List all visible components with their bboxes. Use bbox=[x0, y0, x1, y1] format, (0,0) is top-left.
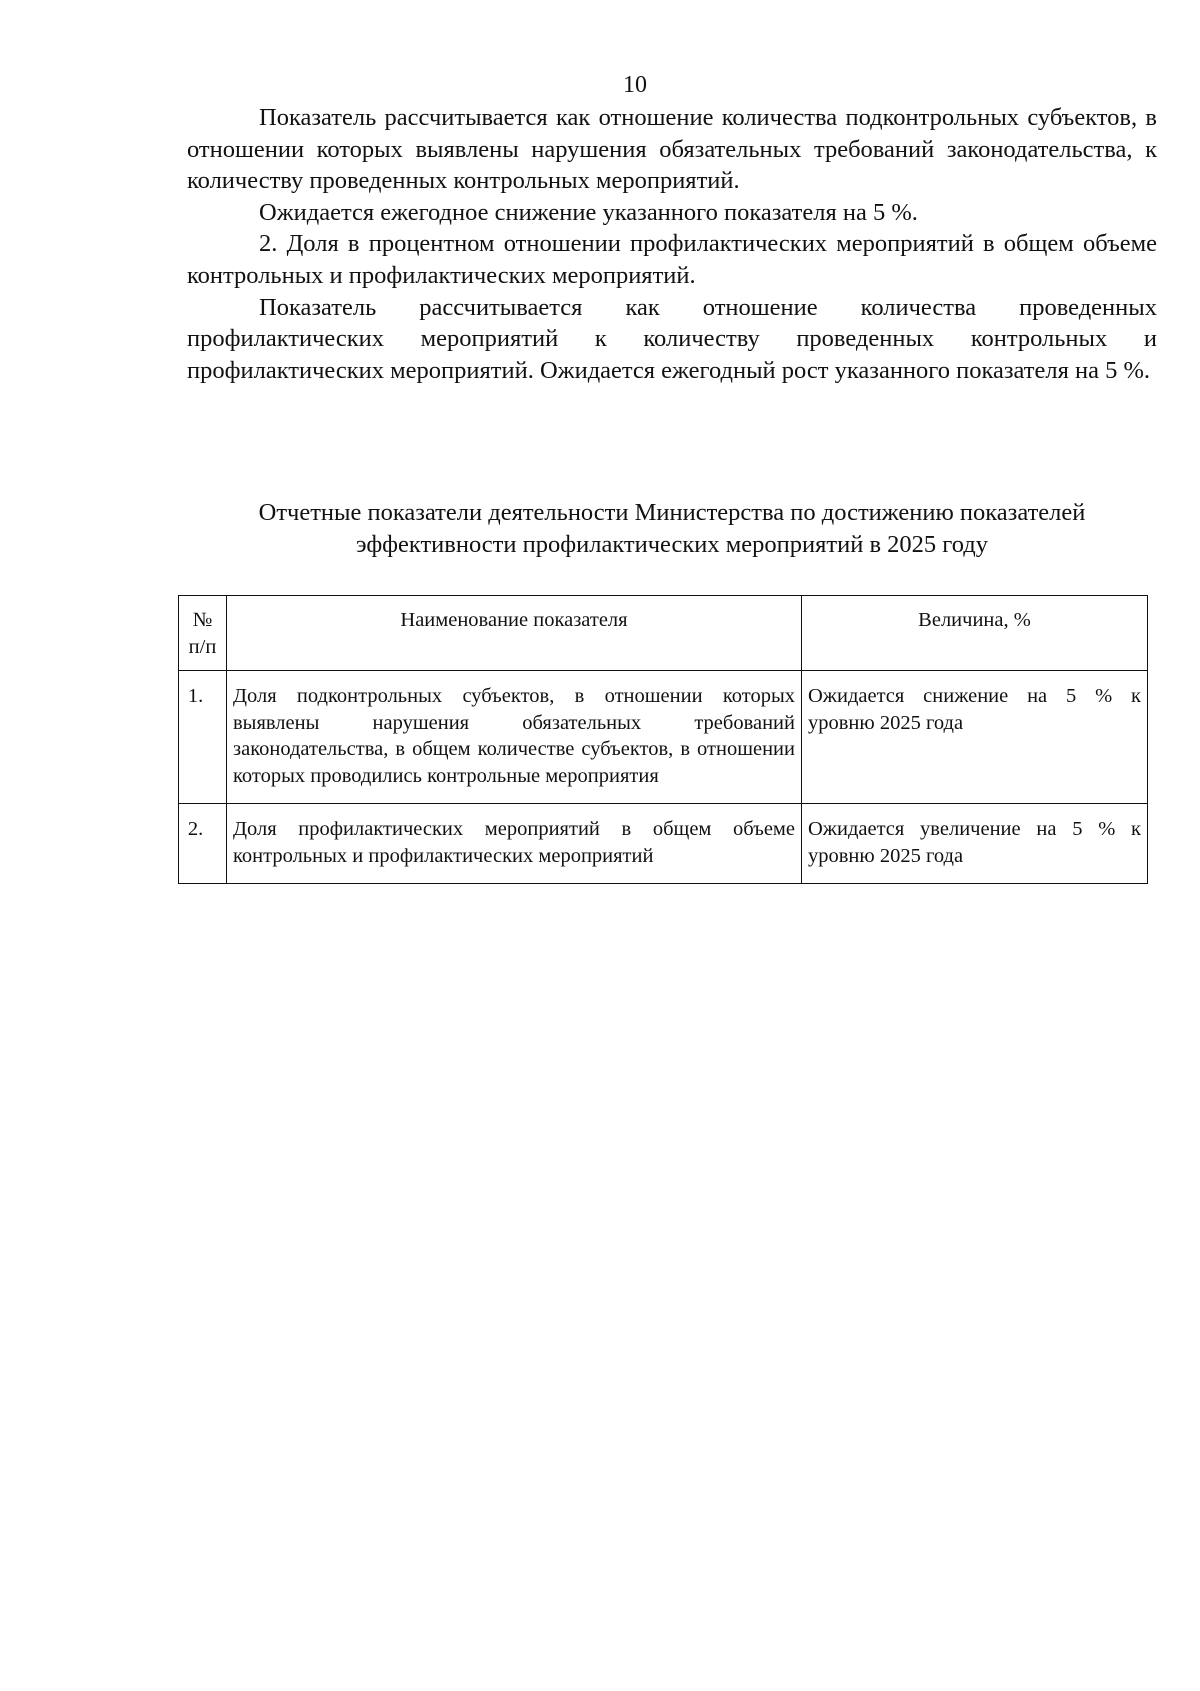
table-row bbox=[179, 804, 1148, 884]
table-title-line-2: эффективности профилактических мероприятий в 2025 году bbox=[356, 531, 988, 558]
row-name: Доля профилактических мероприятий в общем объеме контрольных и профилактических мероприятий bbox=[227, 804, 802, 884]
row-num: 2. bbox=[179, 804, 227, 884]
table-row bbox=[179, 671, 1148, 804]
paragraph-indicator-2-title: 2. Доля в процентном отношении профилактических мероприятий в общем объеме контрольных и профилактических мероприятий. bbox=[187, 230, 1157, 289]
row-value: Ожидается увеличение на 5 % к уровню 2025 года bbox=[802, 804, 1148, 884]
body-text bbox=[187, 102, 1157, 386]
paragraph-indicator-1-method: Показатель рассчитывается как отношение количества подконтрольных субъектов, в отношении которых выявлены нарушения обязательных требований законодательства, к количеству проведенных контрольных мероприятий. bbox=[187, 104, 1157, 195]
header-value: Величина, % bbox=[802, 596, 1148, 671]
paragraph-indicator-2-method: Показатель рассчитывается как отношение количества проведенных профилактических мероприятий к количеству проведенных контрольных и профилактических мероприятий. Ожидается ежегодный рост указанного показателя на 5 %. bbox=[187, 293, 1157, 384]
table-title bbox=[187, 497, 1157, 561]
header-num: № п/п bbox=[179, 596, 227, 671]
page-number: 10 bbox=[623, 72, 647, 98]
indicators-table bbox=[178, 595, 1148, 884]
header-name: Наименование показателя bbox=[227, 596, 802, 671]
row-value: Ожидается снижение на 5 % к уровню 2025 года bbox=[802, 671, 1148, 804]
row-num: 1. bbox=[179, 671, 227, 804]
table-header-row bbox=[179, 596, 1148, 671]
paragraph-indicator-1-expectation: Ожидается ежегодное снижение указанного показателя на 5 %. bbox=[259, 198, 918, 226]
row-name: Доля подконтрольных субъектов, в отношении которых выявлены нарушения обязательных требований законодательства, в общем количестве субъектов, в отношении которых проводились контрольные мероприятия bbox=[227, 671, 802, 804]
table-title-line-1: Отчетные показатели деятельности Министерства по достижению показателей bbox=[258, 499, 1086, 526]
